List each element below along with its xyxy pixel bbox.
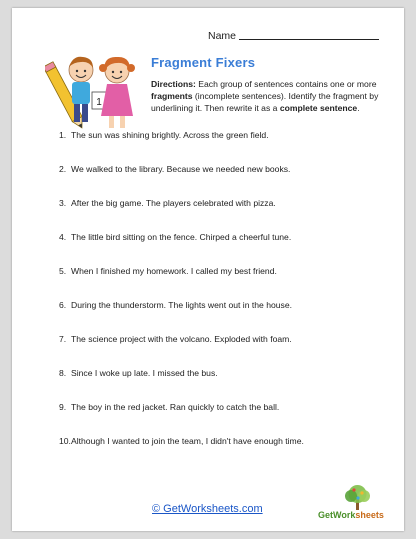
item-text: Although I wanted to join the team, I didn't have enough time. — [71, 436, 304, 446]
worksheet-page — [12, 8, 404, 531]
list-item — [59, 266, 389, 300]
name-field — [208, 30, 379, 42]
item-text: After the big game. The players celebrated with pizza. — [71, 198, 276, 208]
item-number: 1. — [59, 130, 67, 140]
list-item — [59, 130, 389, 164]
directions-bold-fragments: fragments — [151, 91, 193, 101]
item-text: The sun was shining brightly. Across the green field. — [71, 130, 269, 140]
kids-illustration-icon — [45, 50, 141, 132]
item-text: Since I woke up late. I missed the bus. — [71, 368, 218, 378]
getworksheets-link[interactable]: © GetWorksheets.com — [152, 503, 263, 515]
directions-part2: (incomplete sentences). Identify the fragment by underlining it. Then rewrite it as a — [151, 91, 379, 113]
list-item — [59, 368, 389, 402]
tree-logo-icon — [318, 482, 398, 512]
item-number: 4. — [59, 232, 67, 242]
item-text: During the thunderstorm. The lights went out in the house. — [71, 300, 293, 310]
item-text: The science project with the volcano. Exploded with foam. — [71, 334, 292, 344]
logo-text-part2: sheets — [355, 510, 384, 520]
list-item — [59, 334, 389, 368]
item-number: 9. — [59, 402, 67, 412]
item-text: We walked to the library. Because we needed new books. — [71, 164, 291, 174]
card-number: 1 — [96, 97, 102, 108]
list-item — [59, 436, 389, 470]
directions-part3: . — [357, 103, 360, 113]
directions-text — [151, 78, 379, 114]
list-item — [59, 232, 389, 266]
item-number: 2. — [59, 164, 67, 174]
item-text: The little bird sitting on the fence. Chirped a cheerful tune. — [71, 232, 292, 242]
list-item — [59, 164, 389, 198]
list-item — [59, 300, 389, 334]
list-item — [59, 198, 389, 232]
item-number: 7. — [59, 334, 67, 344]
name-blank-line[interactable] — [239, 38, 379, 40]
name-label: Name — [208, 30, 237, 42]
list-item — [59, 402, 389, 436]
item-number: 8. — [59, 368, 67, 378]
item-text: The boy in the red jacket. Ran quickly to catch the ball. — [71, 402, 280, 412]
logo-text-part1: GetWork — [318, 510, 356, 520]
item-number: 3. — [59, 198, 67, 208]
item-text: When I finished my homework. I called my best friend. — [71, 266, 277, 276]
logo-wordmark — [318, 510, 398, 520]
item-number: 10. — [59, 436, 71, 446]
directions-label: Directions: — [151, 79, 196, 89]
directions-bold-complete-sentence: complete sentence — [279, 103, 358, 113]
sentence-list — [59, 130, 389, 470]
worksheet-title: Fragment Fixers — [151, 55, 256, 70]
getworksheets-logo — [318, 482, 398, 526]
item-number: 6. — [59, 300, 67, 310]
item-number: 5. — [59, 266, 67, 276]
directions-part1: Each group of sentences contains one or more — [195, 79, 377, 89]
kids-with-pencil-illustration — [45, 50, 141, 132]
